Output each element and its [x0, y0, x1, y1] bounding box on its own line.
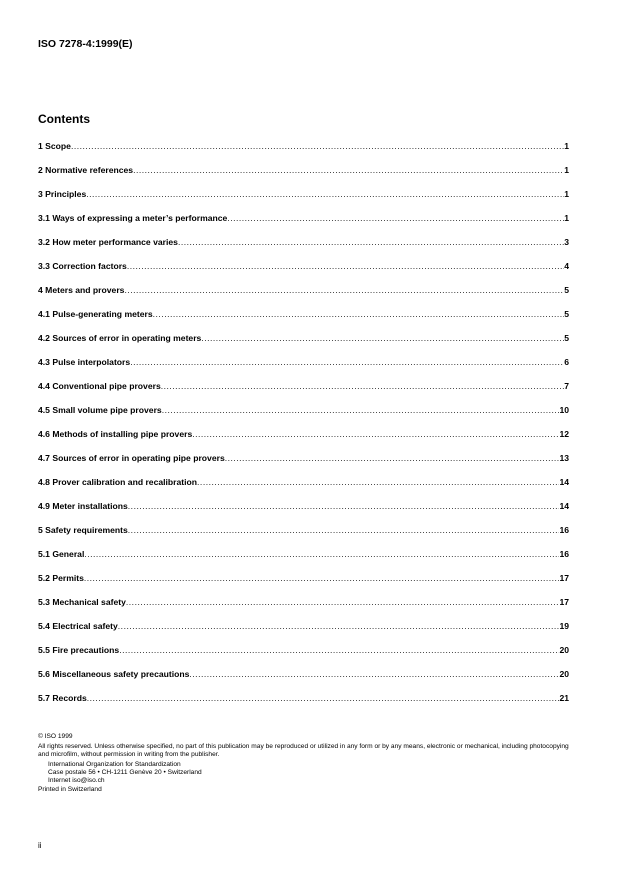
toc-entry-page: 1	[564, 165, 569, 175]
toc-entry[interactable]	[38, 429, 569, 453]
page-number: ii	[38, 841, 42, 850]
toc-entry-title: 5.2 Permits	[38, 573, 84, 583]
toc-entry-title: 4.8 Prover calibration and recalibration	[38, 477, 198, 487]
organization-name: International Organization for Standardization	[48, 760, 181, 768]
toc-entry-page: 5	[564, 333, 569, 343]
toc-entry-page: 12	[559, 429, 569, 439]
toc-leader-dots	[128, 525, 560, 535]
toc-entry-title: 3.3 Correction factors	[38, 261, 127, 271]
toc-entry-page: 19	[559, 621, 569, 631]
toc-leader-dots	[124, 285, 564, 295]
organization-internet: Internet iso@iso.ch	[48, 777, 105, 785]
toc-leader-dots	[227, 213, 564, 223]
toc-entry-page: 16	[559, 525, 569, 535]
toc-leader-dots	[192, 429, 559, 439]
toc-leader-dots	[71, 141, 564, 151]
toc-entry-title: 5.3 Mechanical safety	[38, 597, 126, 607]
toc-entry-title: 4.3 Pulse interpolators	[38, 357, 131, 367]
toc-entry[interactable]	[38, 333, 569, 357]
toc-entry[interactable]	[38, 525, 569, 549]
toc-entry-page: 5	[564, 309, 569, 319]
toc-entry-title: 5.1 General	[38, 549, 85, 559]
toc-entry[interactable]	[38, 285, 569, 309]
rights-statement: All rights reserved. Unless otherwise specified, no part of this publication may be reproduced or utilized in any form or by any means, electronic or mechanical, including photocopying and microfilm, without permission in writing from the publisher.	[38, 743, 569, 759]
toc-entry-page: 6	[564, 357, 569, 367]
toc-entry-page: 1	[564, 141, 569, 151]
toc-entry[interactable]	[38, 261, 569, 285]
toc-entry-page: 1	[564, 189, 569, 199]
toc-leader-dots	[126, 597, 560, 607]
toc-entry[interactable]	[38, 645, 569, 669]
table-of-contents	[38, 141, 569, 717]
document-id-header: ISO 7278-4:1999(E)	[38, 38, 133, 50]
toc-leader-dots	[197, 477, 559, 487]
toc-leader-dots	[130, 357, 564, 367]
contents-heading: Contents	[38, 112, 90, 126]
toc-entry-page: 14	[559, 477, 569, 487]
toc-entry[interactable]	[38, 381, 569, 405]
toc-entry-page: 1	[564, 213, 569, 223]
toc-leader-dots	[127, 261, 564, 271]
toc-entry[interactable]	[38, 549, 569, 573]
toc-leader-dots	[84, 549, 559, 559]
organization-address: Case postale 56 • CH-1211 Genève 20 • Switzerland	[48, 768, 202, 776]
toc-entry[interactable]	[38, 573, 569, 597]
toc-entry-title: 4.6 Methods of installing pipe provers	[38, 429, 193, 439]
toc-entry-title: 4.4 Conventional pipe provers	[38, 381, 161, 391]
toc-entry-title: 3.1 Ways of expressing a meter’s performance	[38, 213, 228, 223]
toc-leader-dots	[189, 669, 559, 679]
toc-entry-page: 16	[559, 549, 569, 559]
toc-entry[interactable]	[38, 669, 569, 693]
toc-entry[interactable]	[38, 189, 569, 213]
toc-entry[interactable]	[38, 309, 569, 333]
toc-entry[interactable]	[38, 237, 569, 261]
toc-entry-page: 20	[559, 669, 569, 679]
toc-entry-page: 5	[564, 285, 569, 295]
toc-leader-dots	[178, 237, 564, 247]
toc-leader-dots	[201, 333, 564, 343]
toc-entry-page: 4	[564, 261, 569, 271]
toc-entry[interactable]	[38, 357, 569, 381]
toc-entry-page: 20	[559, 645, 569, 655]
toc-entry-page: 3	[564, 237, 569, 247]
toc-entry-title: 2 Normative references	[38, 165, 134, 175]
toc-entry-title: 4.2 Sources of error in operating meters	[38, 333, 202, 343]
toc-leader-dots	[119, 645, 559, 655]
toc-entry[interactable]	[38, 165, 569, 189]
toc-entry-page: 21	[559, 693, 569, 703]
toc-entry[interactable]	[38, 453, 569, 477]
toc-entry[interactable]	[38, 621, 569, 645]
printed-in: Printed in Switzerland	[38, 786, 102, 794]
toc-entry-title: 5.6 Miscellaneous safety precautions	[38, 669, 190, 679]
toc-entry[interactable]	[38, 693, 569, 717]
toc-leader-dots	[84, 573, 560, 583]
toc-entry-title: 4.1 Pulse-generating meters	[38, 309, 153, 319]
toc-entry[interactable]	[38, 141, 569, 165]
toc-entry[interactable]	[38, 501, 569, 525]
toc-entry-title: 5 Safety requirements	[38, 525, 128, 535]
toc-entry[interactable]	[38, 405, 569, 429]
toc-entry[interactable]	[38, 597, 569, 621]
copyright-line: © ISO 1999	[38, 733, 73, 740]
toc-leader-dots	[128, 501, 560, 511]
copyright-notice	[38, 733, 578, 794]
toc-entry-title: 4 Meters and provers	[38, 285, 125, 295]
toc-leader-dots	[86, 189, 564, 199]
toc-entry-title: 5.7 Records	[38, 693, 87, 703]
toc-leader-dots	[87, 693, 560, 703]
toc-leader-dots	[225, 453, 560, 463]
toc-entry-title: 5.4 Electrical safety	[38, 621, 118, 631]
toc-entry-title: 3.2 How meter performance varies	[38, 237, 178, 247]
toc-entry-title: 5.5 Fire precautions	[38, 645, 120, 655]
toc-entry-page: 7	[564, 381, 569, 391]
toc-entry-title: 4.9 Meter installations	[38, 501, 128, 511]
toc-entry[interactable]	[38, 477, 569, 501]
toc-entry-page: 17	[559, 597, 569, 607]
toc-entry-page: 14	[559, 501, 569, 511]
toc-leader-dots	[153, 309, 565, 319]
toc-entry-title: 4.5 Small volume pipe provers	[38, 405, 162, 415]
toc-leader-dots	[118, 621, 560, 631]
toc-entry-title: 3 Principles	[38, 189, 87, 199]
toc-entry-page: 13	[559, 453, 569, 463]
toc-entry[interactable]	[38, 213, 569, 237]
toc-leader-dots	[162, 405, 560, 415]
toc-entry-title: 1 Scope	[38, 141, 71, 151]
toc-leader-dots	[161, 381, 564, 391]
toc-leader-dots	[133, 165, 564, 175]
toc-entry-page: 17	[559, 573, 569, 583]
toc-entry-page: 10	[559, 405, 569, 415]
toc-entry-title: 4.7 Sources of error in operating pipe provers	[38, 453, 225, 463]
